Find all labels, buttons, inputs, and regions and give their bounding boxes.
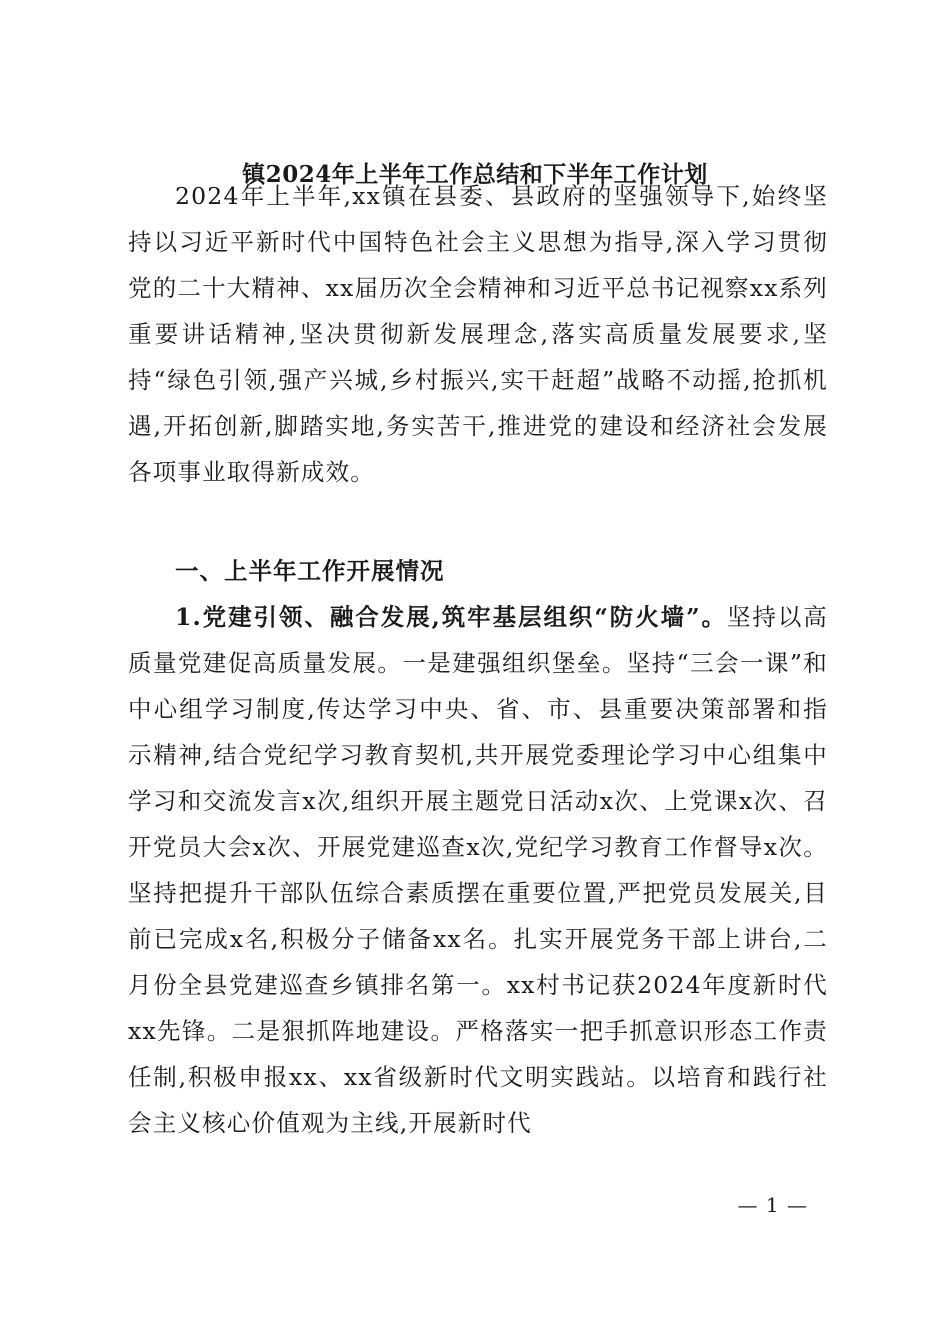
section1-lead: 1.党建引领、融合发展,筑牢基层组织“防火墙”。 [175,603,727,631]
document-title: 镇2024年上半年工作总结和下半年工作计划 [242,161,708,188]
page-number: — 1 — [737,1193,808,1217]
intro-paragraph: 2024年上半年,xx镇在县委、县政府的坚强领导下,始终坚持以习近平新时代中国特色社会主义思想为指导,深入学习贯彻党的二十大精神、xx届历次全会精神和习近平总书记视察xx系列重要讲话精神,坚决贯彻新发展理念,落实高质量发展要求,坚持“绿色引领,强产兴城,乡村振兴,实干赶超”战略不动摇,抢抓机遇,开拓创新,脚踏实地,务实苦干,推进党的建设和经济社会发展各项事业取得新成效。 [128,182,829,486]
section-heading: 一、上半年工作开展情况 [175,557,445,585]
section1-body: 坚持以高质量党建促高质量发展。一是建强组织堡垒。坚持“三会一课”和中心组学习制度,传达学习中央、省、市、县重要决策部署和指示精神,结合党纪学习教育契机,共开展党委理论学习中心组集中学习和交流发言x次,组织开展主题党日活动x次、上党课x次、召开党员大会x次、开展党建巡查x次,党纪学习教育工作督导x次。坚持把提升干部队伍综合素质摆在重要位置,严把党员发展关,目前已完成x名,积极分子储备xx名。扎实开展党务干部上讲台,二月份全县党建巡查乡镇排名第一。xx村书记获2024年度新时代xx先锋。二是狠抓阵地建设。严格落实一把手抓意识形态工作责任制,积极申报xx、xx省级新时代文明实践站。以培育和践行社会主义核心价值观为主线,开展新时代 [128,603,828,1137]
section1-paragraph [128,594,828,1146]
